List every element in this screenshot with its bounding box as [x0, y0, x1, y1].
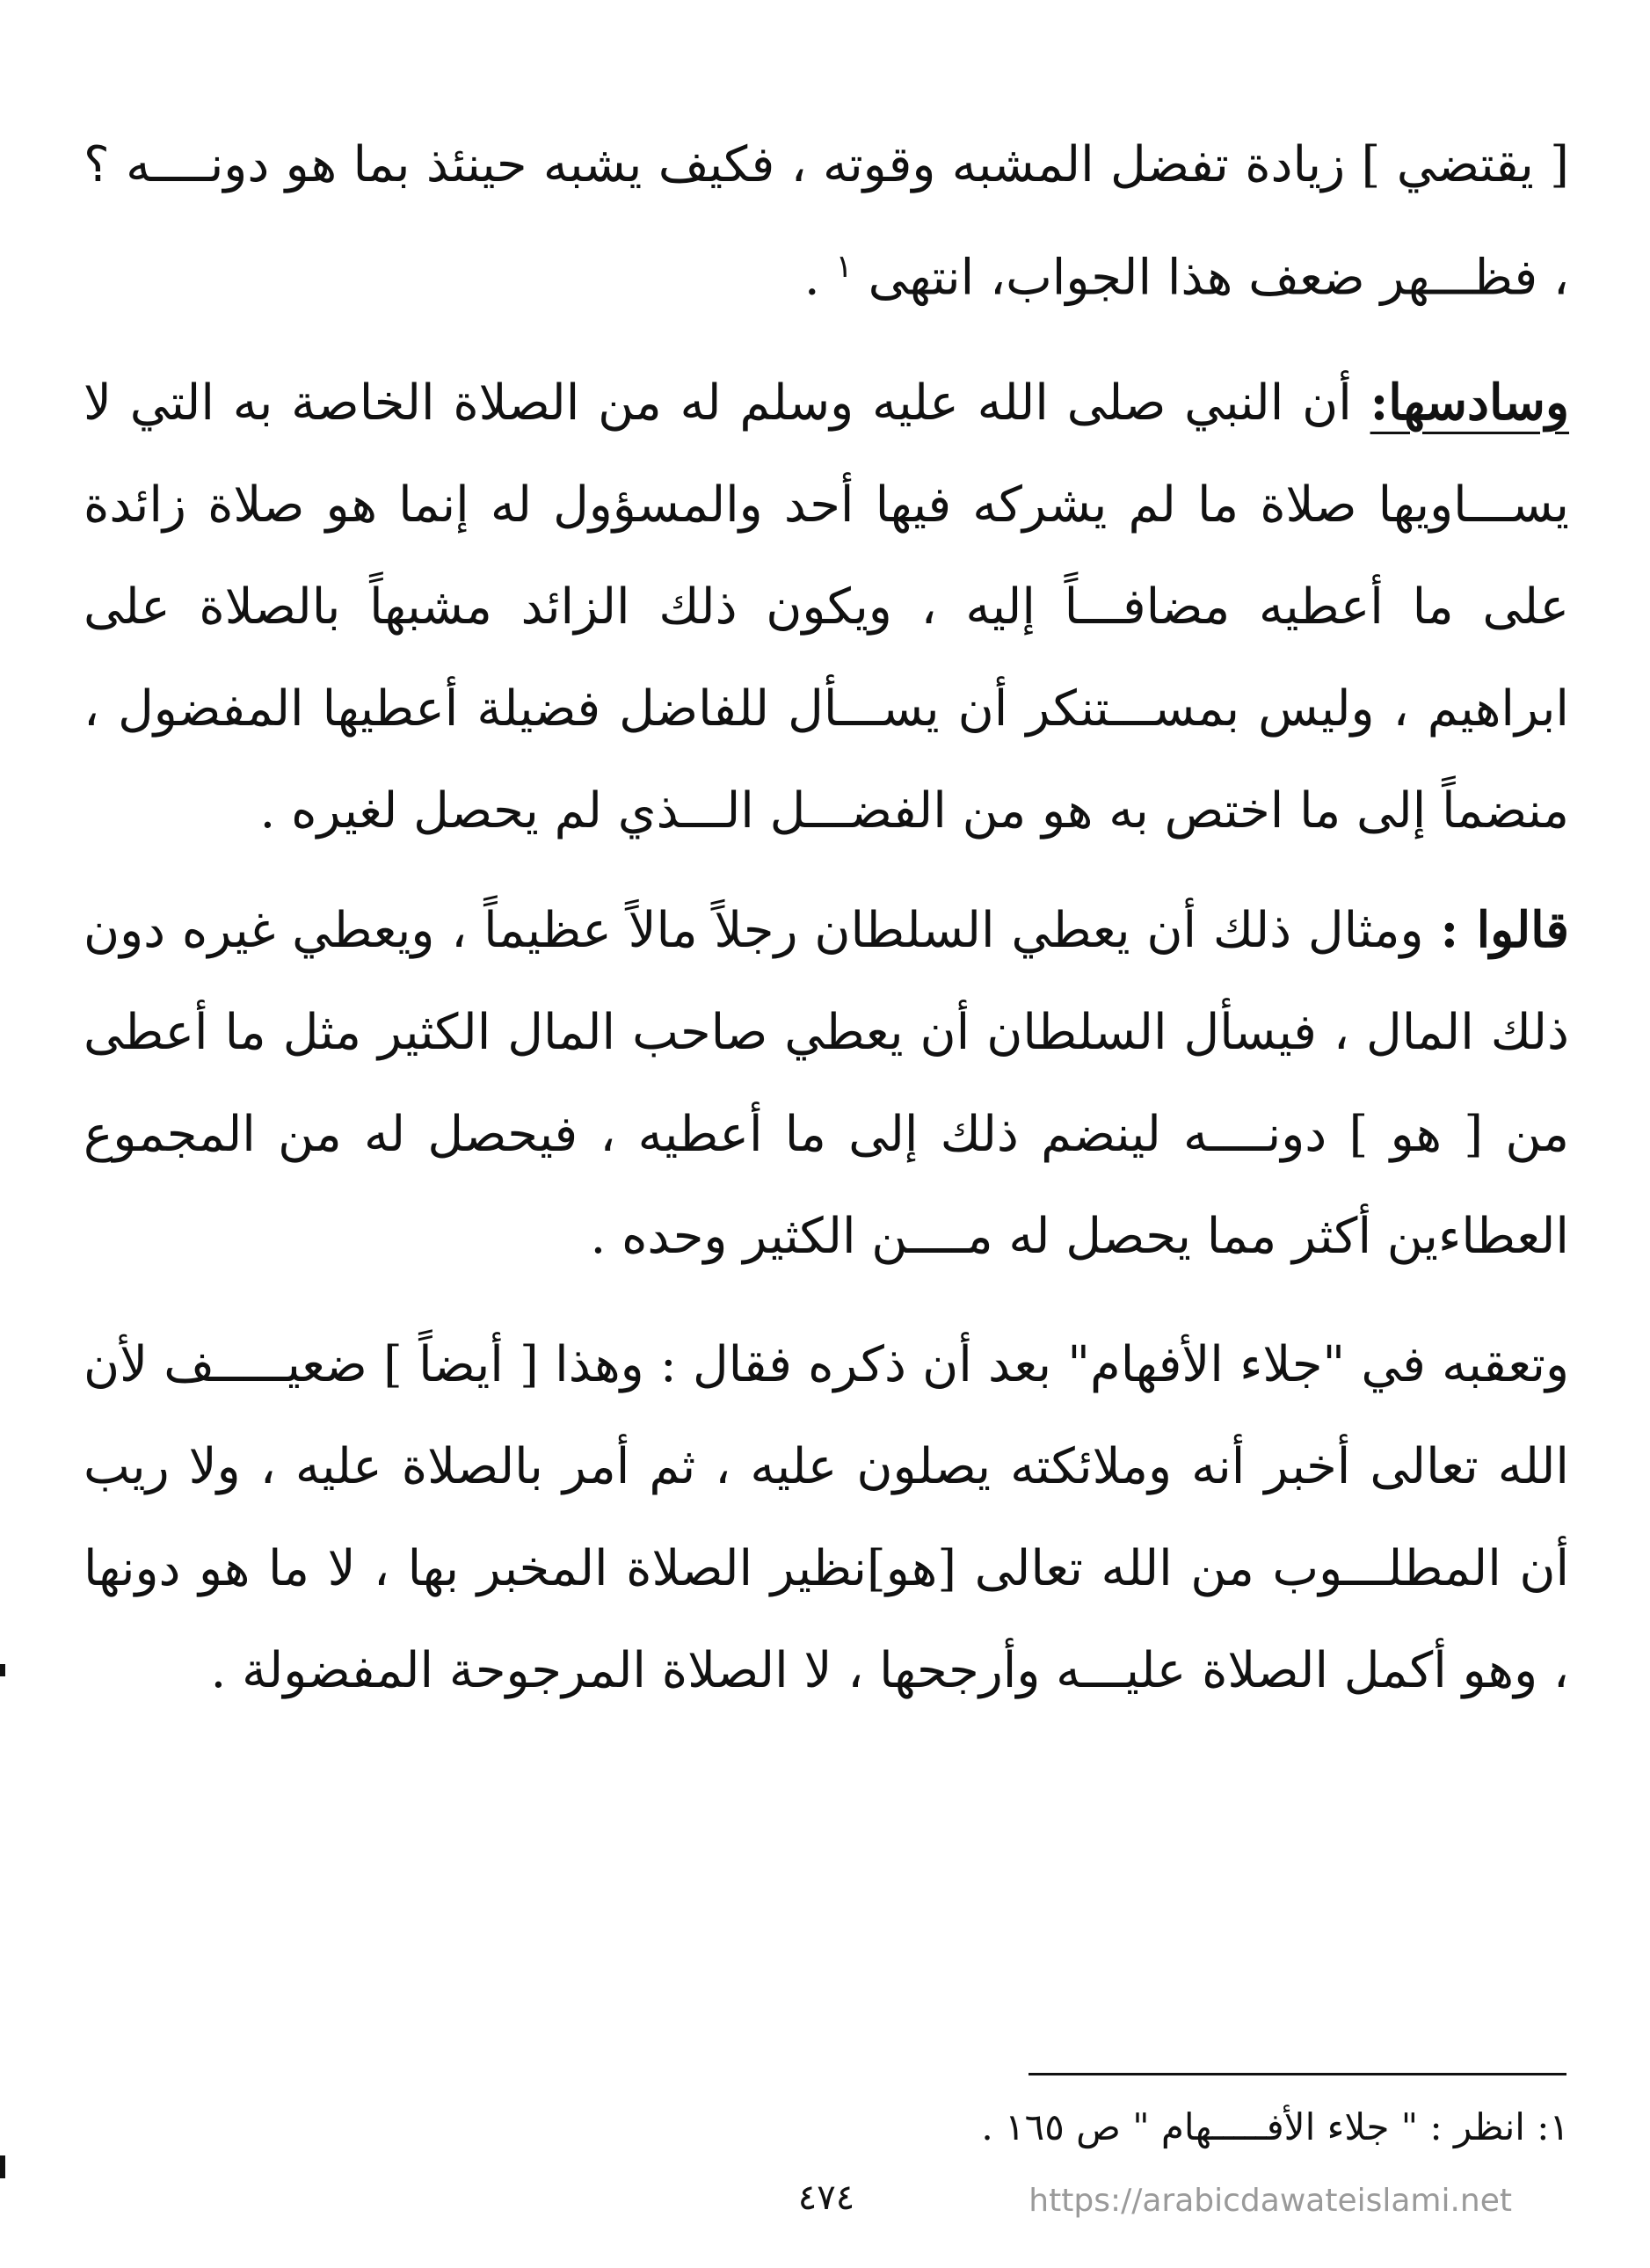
paragraph-4-text: وتعقبه في "جلاء الأفهام" بعد أن ذكره فقال : وهذا [ أيضاً ] ضعيـــــف لأن الله تعالى أخبر أنه وملائكته يصلون عليه ، ثم أمر بالصلاة عليه ، ولا ريب أن المطلـــوب من الله تعالى [هو]نظير الصلاة المخبر بها ، لا ما هو دونها ، وهو أكمل الصلاة عليـــه وأرجحها ، لا الصلاة المرجوحة المفضولة . — [84, 1336, 1569, 1699]
paragraph-3-lead: قالوا : — [1440, 901, 1570, 959]
footnote-reference[interactable]: ١ — [835, 249, 853, 285]
paragraph-3 — [84, 879, 1569, 1288]
watermark-url: https://arabicdawateislami.net — [1029, 2183, 1512, 2219]
paragraph-1 — [84, 114, 1569, 330]
paragraph-1-text: [ يقتضي ] زيادة تفضل المشبه وقوته ، فكيف يشبه حينئذ بما هو دونــــه ؟ ، فظـــهر ضعف هذا الجواب، انتهى — [84, 136, 1569, 307]
paragraph-2-lead: وسادسها: — [1370, 374, 1570, 432]
footnote-divider — [1029, 2073, 1566, 2075]
page-number: ٤٧٤ — [797, 2177, 855, 2218]
footnote — [84, 2101, 1569, 2154]
paragraph-3-text: ومثال ذلك أن يعطي السلطان رجلاً مالاً عظيماً ، ويعطي غيره دون ذلك المال ، فيسأل السلطان أن يعطي صاحب المال الكثير مثل ما أعطى من [ هو ] دونــــه لينضم ذلك إلى ما أعطيه ، فيحصل له من المجموع العطاءين أكثر مما يحصل له مــــن الكثير وحده . — [84, 902, 1569, 1265]
paragraph-1-tail: . — [803, 249, 820, 307]
paragraph-4 — [84, 1314, 1569, 1722]
paragraph-2-text: أن النبي صلى الله عليه وسلم له من الصلاة الخاصة به التي لا يســـاويها صلاة ما لم يشركه فيها أحد والمسؤول له إنما هو صلاة زائدة على ما أعطيه مضافـــاً إليه ، ويكون ذلك الزائد مشبهاً بالصلاة على ابراهيم ، وليس بمســـتنكر أن يســـأل للفاضل فضيلة أعطيها المفضول ، منضماً إلى ما اختص به هو من الفضـــل الـــذي لم يحصل لغيره . — [84, 374, 1569, 840]
scan-edge-mark — [0, 2155, 5, 2178]
footnote-text: ١: انظر : " جلاء الأفـــــهام " ص ١٦٥ . — [981, 2105, 1569, 2148]
paragraph-2 — [84, 352, 1569, 862]
scan-edge-mark — [0, 1664, 5, 1676]
